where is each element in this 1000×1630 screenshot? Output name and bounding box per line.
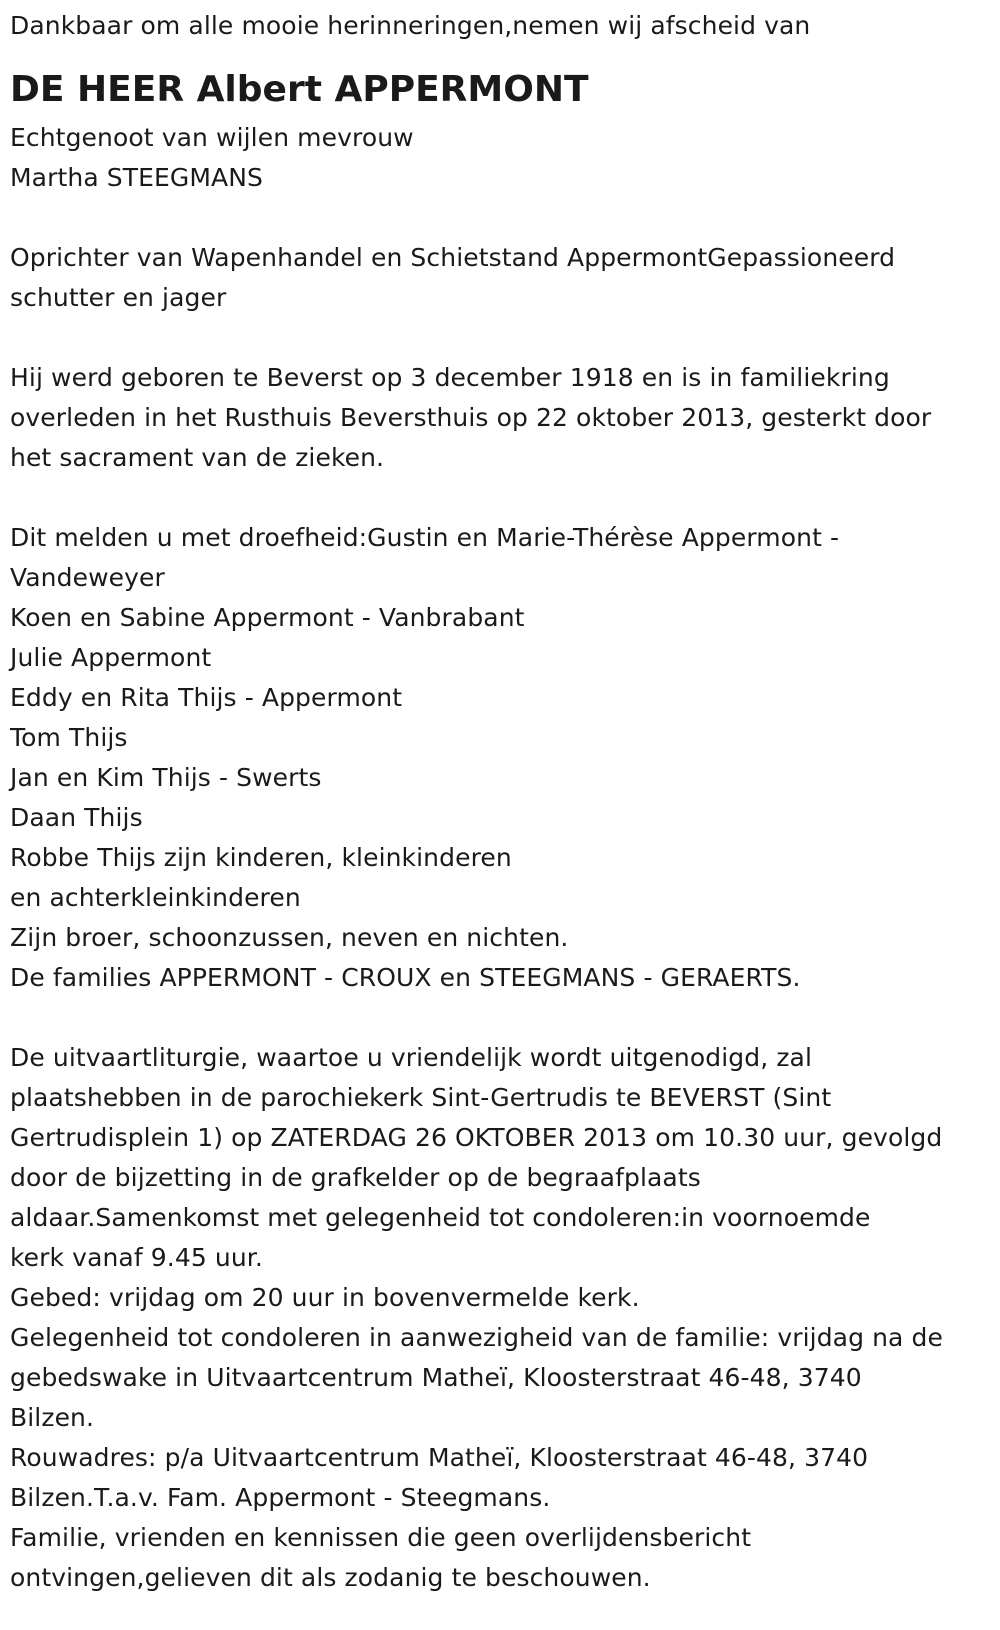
family-line: en achterkleinkinderen xyxy=(10,883,301,912)
spouse-line: Echtgenoot van wijlen mevrouw xyxy=(10,123,414,152)
ceremony-line: plaatshebben in de parochiekerk Sint-Gertrudis te BEVERST (Sint xyxy=(10,1083,832,1112)
occupation-line: Oprichter van Wapenhandel en Schietstand AppermontGepassioneerd xyxy=(10,243,896,272)
ceremony-line: Gertrudisplein 1) op ZATERDAG 26 OKTOBER 2013 om 10.30 uur, gevolgd xyxy=(10,1123,943,1152)
birth-death-line: het sacrament van de zieken. xyxy=(10,443,385,472)
family-line: Julie Appermont xyxy=(10,643,212,672)
family-line: Koen en Sabine Appermont - Vanbrabant xyxy=(10,603,525,632)
ceremony-line: aldaar.Samenkomst met gelegenheid tot condoleren:in voornoemde xyxy=(10,1203,871,1232)
spouse-section xyxy=(10,118,990,198)
ceremony-line: Gelegenheid tot condoleren in aanwezigheid van de familie: vrijdag na de xyxy=(10,1323,943,1352)
ceremony-line: ontvingen,gelieven dit als zodanig te beschouwen. xyxy=(10,1563,651,1592)
family-line: Zijn broer, schoonzussen, neven en nichten. xyxy=(10,923,569,952)
ceremony-line: gebedswake in Uitvaartcentrum Matheï, Kloosterstraat 46-48, 3740 xyxy=(10,1363,862,1392)
ceremony-section xyxy=(10,1038,990,1598)
paragraph-gap xyxy=(10,998,990,1038)
paragraph-gap xyxy=(10,478,990,518)
intro-text: Dankbaar om alle mooie herinneringen,nemen wij afscheid van xyxy=(10,11,811,40)
ceremony-line: kerk vanaf 9.45 uur. xyxy=(10,1243,263,1272)
paragraph-gap xyxy=(10,318,990,358)
family-line: Tom Thijs xyxy=(10,723,128,752)
family-section xyxy=(10,518,990,998)
birth-death-line: Hij werd geboren te Beverst op 3 december 1918 en is in familiekring xyxy=(10,363,890,392)
ceremony-line: Gebed: vrijdag om 20 uur in bovenvermelde kerk. xyxy=(10,1283,640,1312)
family-line: Robbe Thijs zijn kinderen, kleinkinderen xyxy=(10,843,512,872)
family-line: Daan Thijs xyxy=(10,803,143,832)
occupation-line: schutter en jager xyxy=(10,283,227,312)
family-line: Eddy en Rita Thijs - Appermont xyxy=(10,683,403,712)
family-line: Vandeweyer xyxy=(10,563,165,592)
ceremony-line: Familie, vrienden en kennissen die geen overlijdensbericht xyxy=(10,1523,752,1552)
ceremony-line: door de bijzetting in de grafkelder op de begraafplaats xyxy=(10,1163,701,1192)
birth-death-section xyxy=(10,358,990,478)
occupation-section xyxy=(10,238,990,318)
family-line: De families APPERMONT - CROUX en STEEGMANS - GERAERTS. xyxy=(10,963,801,992)
ceremony-line: De uitvaartliturgie, waartoe u vriendelijk wordt uitgenodigd, zal xyxy=(10,1043,813,1072)
family-line: Dit melden u met droefheid:Gustin en Marie-Thérèse Appermont - xyxy=(10,523,840,552)
paragraph-gap xyxy=(10,198,990,238)
spouse-line: Martha STEEGMANS xyxy=(10,163,264,192)
ceremony-line: Rouwadres: p/a Uitvaartcentrum Matheï, Kloosterstraat 46-48, 3740 xyxy=(10,1443,869,1472)
ceremony-line: Bilzen. xyxy=(10,1403,95,1432)
deceased-name: DE HEER Albert APPERMONT xyxy=(10,69,589,110)
ceremony-line: Bilzen.T.a.v. Fam. Appermont - Steegmans. xyxy=(10,1483,551,1512)
family-line: Jan en Kim Thijs - Swerts xyxy=(10,763,322,792)
birth-death-line: overleden in het Rusthuis Beversthuis op 22 oktober 2013, gesterkt door xyxy=(10,403,932,432)
